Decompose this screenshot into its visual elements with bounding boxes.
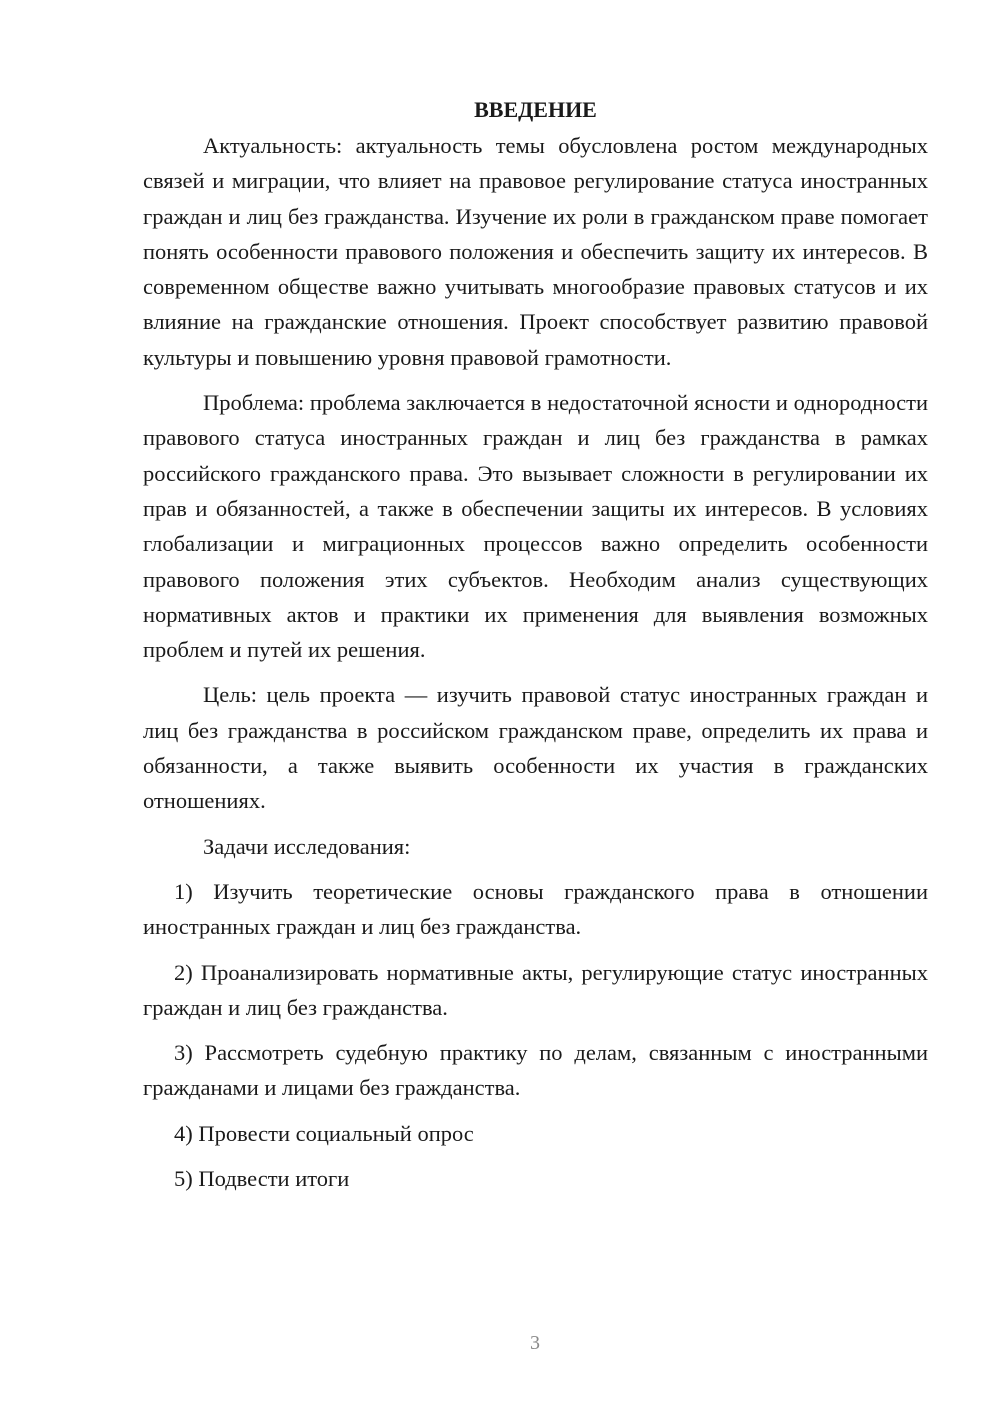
section-heading: ВВЕДЕНИЕ xyxy=(474,97,597,122)
task-item-3: 3) Рассмотреть судебную практику по делам, связанным с иностранными гражданами и лицами без гражданства. xyxy=(143,1040,928,1101)
task-item-4: 4) Провести социальный опрос xyxy=(174,1120,474,1146)
page-body xyxy=(143,92,928,1196)
task-item-1: 1) Изучить теоретические основы гражданского права в отношении иностранных граждан и лиц без гражданства. xyxy=(143,878,928,940)
tasks-title: Задачи исследования: xyxy=(203,833,411,859)
problem-paragraph: Проблема: проблема заключается в недостаточной ясности и однородности правового статуса иностранных граждан и лиц без гражданства в рамках российского гражданского права. Это вызывает сложности в регулировании их прав и обязанностей, а также в обеспечении защиты их интересов. В условиях глобализации и миграционных процессов важно определить особенности правового положения этих субъектов. Необходим анализ существующих нормативных актов и практики их применения для выявления возможных проблем и путей их решения. xyxy=(143,390,928,663)
goal-paragraph: Цель: цель проекта — изучить правовой статус иностранных граждан и лиц без гражданства в российском гражданском праве, определить их права и обязанности, а также выявить особенности их участия в гражданских отношениях. xyxy=(143,682,928,814)
task-item-2: 2) Проанализировать нормативные акты, регулирующие статус иностранных граждан и лиц без гражданства. xyxy=(143,959,928,1020)
task-item-5: 5) Подвести итоги xyxy=(174,1166,350,1192)
relevance-paragraph: Актуальность: актуальность темы обусловлена ростом международных связей и миграции, что влияет на правовое регулирование статуса иностранных граждан и лиц без гражданства. Изучение их роли в гражданском праве помогает понять особенности правового положения и обеспечить защиту их интересов. В современном обществе важно учитывать многообразие правовых статусов и их влияние на гражданские отношения. Проект способствует развитию правовой культуры и повышению уровня правовой грамотности. xyxy=(143,133,928,370)
page-number: 3 xyxy=(530,1332,540,1354)
